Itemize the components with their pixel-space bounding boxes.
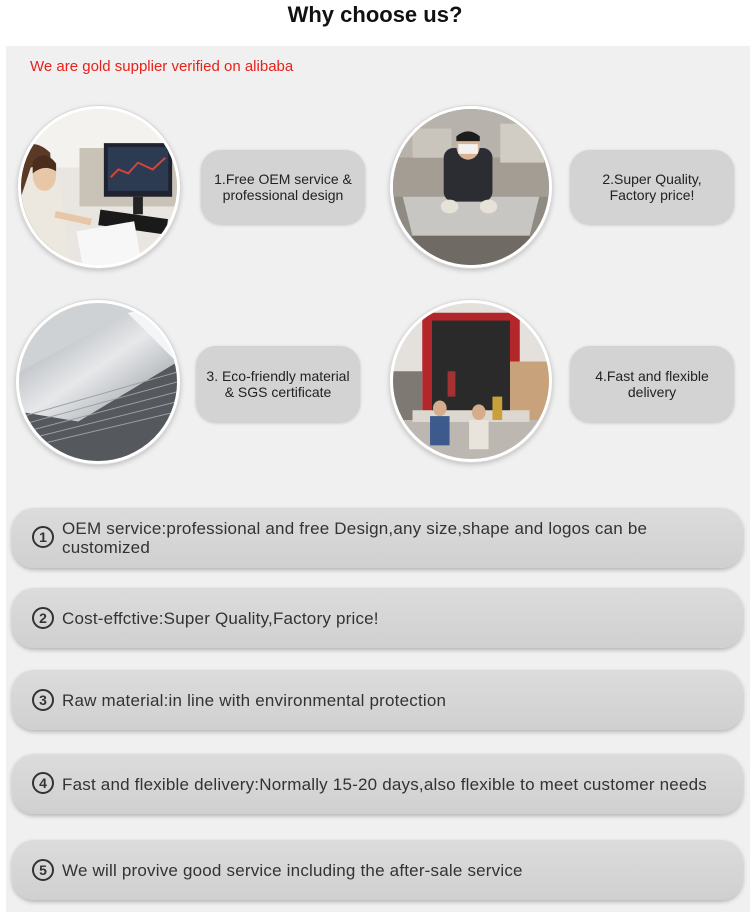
office-designer-photo [18,106,180,268]
number-badge: 2 [32,607,54,629]
page-title: Why choose us? [287,2,463,27]
benefit-text: Fast and flexible delivery:Normally 15-20 days,also flexible to meet customer needs [62,774,707,794]
benefit-row-3 [12,670,743,730]
benefit-row-2 [12,588,743,648]
aluminum-sheet-photo [16,300,180,464]
gold-supplier-note: We are gold supplier verified on alibaba [30,58,294,75]
benefit-text: We will provive good service including the after-sale service [62,860,523,880]
number-badge: 5 [32,859,54,881]
feature-pill-delivery: 4.Fast and flexible delivery [570,346,734,422]
benefit-text: OEM service:professional and free Design,any size,shape and logos can be customized [62,519,648,557]
number-badge: 4 [32,772,54,794]
benefit-text: Raw material:in line with environmental protection [62,690,447,710]
feature-pill-quality: 2.Super Quality, Factory price! [570,150,734,224]
benefit-row-5 [12,840,743,900]
benefit-text: Cost-effctive:Super Quality,Factory price! [62,608,379,628]
number-badge: 1 [32,526,54,548]
benefit-row-1 [12,508,743,568]
number-badge: 3 [32,689,54,711]
benefit-row-4 [12,754,743,814]
feature-pill-oem: 1.Free OEM service & professional design [201,150,365,224]
factory-worker-photo [390,106,552,268]
container-loading-photo [390,300,552,462]
feature-pill-eco: 3. Eco-friendly material & SGS certificate [196,346,360,422]
